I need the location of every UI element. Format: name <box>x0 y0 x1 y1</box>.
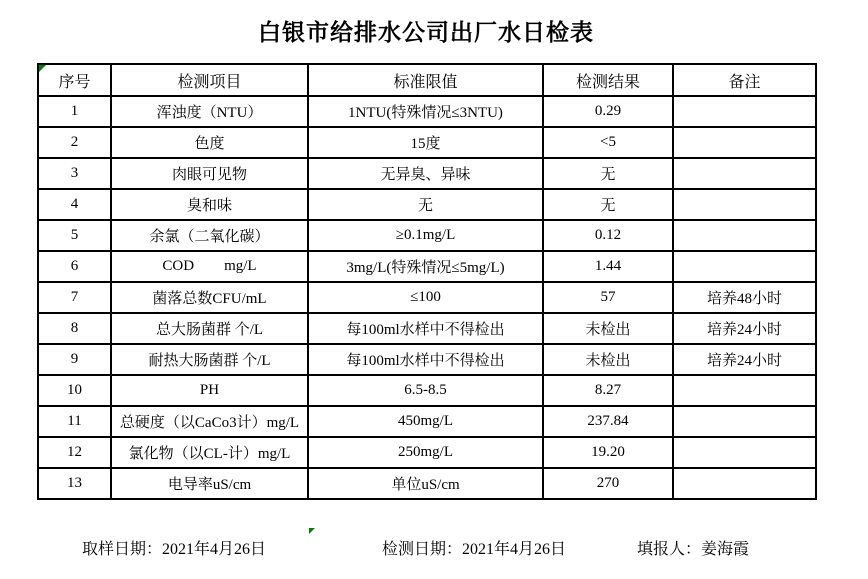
table-row <box>38 127 816 158</box>
cell-item: 余氯（二氧化碳） <box>111 220 308 251</box>
cell-result: 270 <box>543 468 673 499</box>
cell-standard-limit: 无 <box>308 189 543 220</box>
table-row <box>38 158 816 189</box>
cell-index: 12 <box>38 437 111 468</box>
table-row <box>38 437 816 468</box>
cell-result: 0.29 <box>543 96 673 127</box>
cell-remarks: 培养48小时 <box>673 282 816 313</box>
cell-result: 无 <box>543 158 673 189</box>
green-corner-marker-icon <box>39 65 46 72</box>
sampling-date-label: 取样日期：2021年4月26日 <box>82 541 267 558</box>
table-row <box>38 282 816 313</box>
reporter-label: 填报人：姜海霞 <box>637 541 750 558</box>
cell-item: 总硬度（以CaCo3计）mg/L <box>111 406 308 437</box>
cell-index: 6 <box>38 251 111 282</box>
cell-remarks <box>673 96 816 127</box>
cell-remarks <box>673 158 816 189</box>
cell-standard-limit: 1NTU(特殊情况≤3NTU) <box>308 96 543 127</box>
cell-item: 色度 <box>111 127 308 158</box>
cell-result: 未检出 <box>543 344 673 375</box>
table-row <box>38 406 816 437</box>
cell-item: COD mg/L <box>111 251 308 282</box>
cell-standard-limit: 单位uS/cm <box>308 468 543 499</box>
cell-remarks <box>673 189 816 220</box>
column-header-item: 检测项目 <box>111 64 308 96</box>
cell-remarks <box>673 220 816 251</box>
cell-index: 7 <box>38 282 111 313</box>
table-row <box>38 468 816 499</box>
cell-index: 11 <box>38 406 111 437</box>
cell-index: 4 <box>38 189 111 220</box>
cell-item: PH <box>111 375 308 406</box>
cell-result: 0.12 <box>543 220 673 251</box>
cell-standard-limit: ≤100 <box>308 282 543 313</box>
cell-index: 9 <box>38 344 111 375</box>
cell-result: 237.84 <box>543 406 673 437</box>
cell-item: 电导率uS/cm <box>111 468 308 499</box>
cell-remarks <box>673 406 816 437</box>
table-row <box>38 251 816 282</box>
cell-index: 3 <box>38 158 111 189</box>
cell-index: 8 <box>38 313 111 344</box>
cell-standard-limit: 450mg/L <box>308 406 543 437</box>
cell-index: 1 <box>38 96 111 127</box>
cell-result: 无 <box>543 189 673 220</box>
cell-remarks: 培养24小时 <box>673 344 816 375</box>
column-header-result: 检测结果 <box>543 64 673 96</box>
table-row <box>38 375 816 406</box>
inspection-table <box>37 63 817 500</box>
cell-remarks: 培养24小时 <box>673 313 816 344</box>
cell-item: 氯化物（以CL-计）mg/L <box>111 437 308 468</box>
cell-result: 57 <box>543 282 673 313</box>
cell-remarks <box>673 437 816 468</box>
table-body <box>38 96 816 499</box>
column-header-index: 序号 <box>38 64 111 96</box>
cell-index: 10 <box>38 375 111 406</box>
table-header-row <box>38 64 816 96</box>
column-header-standard-limit: 标准限值 <box>308 64 543 96</box>
table-row <box>38 220 816 251</box>
cell-standard-limit: 3mg/L(特殊情况≤5mg/L) <box>308 251 543 282</box>
cell-index: 2 <box>38 127 111 158</box>
cell-standard-limit: 15度 <box>308 127 543 158</box>
cell-item: 臭和味 <box>111 189 308 220</box>
cell-item: 浑浊度（NTU） <box>111 96 308 127</box>
table-row <box>38 344 816 375</box>
cell-standard-limit: 6.5-8.5 <box>308 375 543 406</box>
test-date-label: 检测日期：2021年4月26日 <box>382 541 567 558</box>
cell-result: 1.44 <box>543 251 673 282</box>
green-corner-marker-icon <box>309 528 315 534</box>
cell-standard-limit: 250mg/L <box>308 437 543 468</box>
cell-item: 总大肠菌群 个/L <box>111 313 308 344</box>
cell-remarks <box>673 468 816 499</box>
cell-index: 13 <box>38 468 111 499</box>
table-row <box>38 96 816 127</box>
cell-item: 肉眼可见物 <box>111 158 308 189</box>
cell-index: 5 <box>38 220 111 251</box>
footer <box>37 536 815 558</box>
table-row <box>38 189 816 220</box>
cell-remarks <box>673 375 816 406</box>
table-row <box>38 313 816 344</box>
cell-remarks <box>673 127 816 158</box>
cell-standard-limit: 每100ml水样中不得检出 <box>308 313 543 344</box>
cell-standard-limit: ≥0.1mg/L <box>308 220 543 251</box>
cell-standard-limit: 每100ml水样中不得检出 <box>308 344 543 375</box>
cell-result: 未检出 <box>543 313 673 344</box>
cell-result: 8.27 <box>543 375 673 406</box>
cell-item: 菌落总数CFU/mL <box>111 282 308 313</box>
cell-standard-limit: 无异臭、异味 <box>308 158 543 189</box>
cell-remarks <box>673 251 816 282</box>
cell-result: <5 <box>543 127 673 158</box>
cell-result: 19.20 <box>543 437 673 468</box>
column-header-remarks: 备注 <box>673 64 816 96</box>
page-title: 白银市给排水公司出厂水日检表 <box>258 20 594 45</box>
cell-item: 耐热大肠菌群 个/L <box>111 344 308 375</box>
